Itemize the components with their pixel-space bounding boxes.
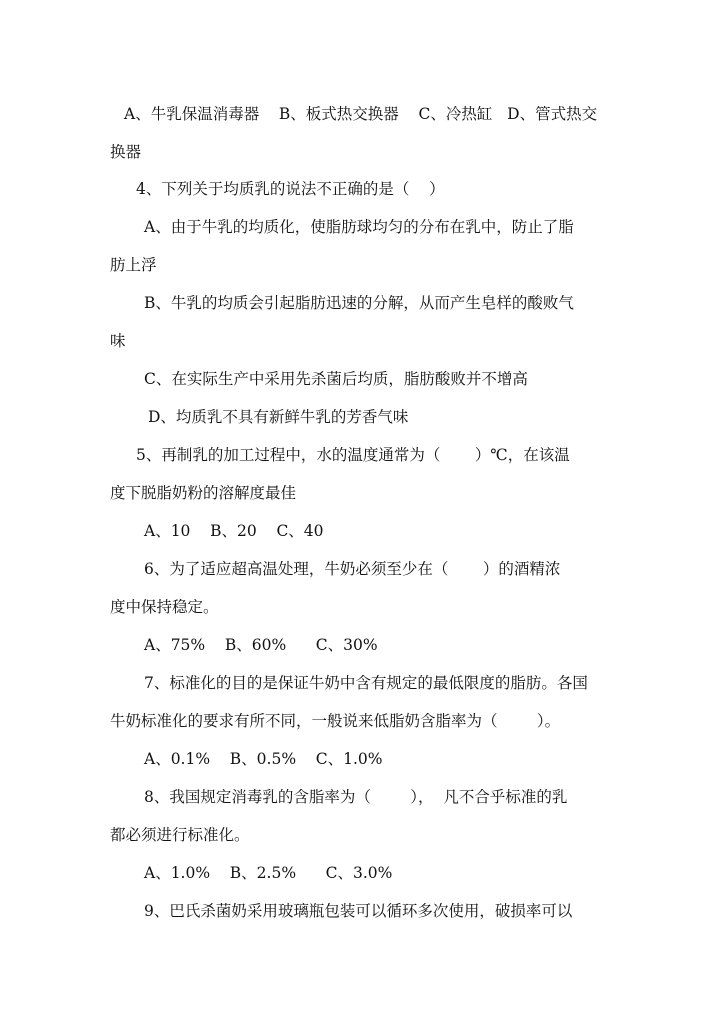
- q4-question: 4、下列关于均质乳的说法不正确的是（ ）: [136, 180, 445, 198]
- q3-options-continuation: 换器: [110, 143, 142, 161]
- q4-option-a-continuation: 肪上浮: [110, 256, 157, 274]
- q3-options-line: A、牛乳保温消毒器 B、板式热交换器 C、冷热缸 D、管式热交: [124, 105, 598, 123]
- q6-question: 6、为了适应超高温处理，牛奶必须至少在（ ）的酒精浓: [144, 560, 561, 578]
- q6-options: A、75% B、60% C、30%: [144, 636, 378, 654]
- q4-option-b-continuation: 味: [110, 332, 126, 350]
- q6-question-continuation: 度中保持稳定。: [110, 598, 219, 616]
- q7-question-continuation: 牛奶标准化的要求有所不同，一般说来低脂奶含脂率为（ ）。: [110, 712, 561, 730]
- q8-question-continuation: 都必须进行标准化。: [110, 826, 250, 844]
- q5-options: A、10 B、20 C、40: [144, 522, 324, 540]
- q4-option-d: D、均质乳不具有新鲜牛乳的芳香气味: [148, 408, 409, 426]
- q4-option-c: C、在实际生产中采用先杀菌后均质，脂肪酸败并不增高: [144, 370, 528, 388]
- q4-option-b: B、牛乳的均质会引起脂肪迅速的分解，从而产生皂样的酸败气: [144, 294, 574, 312]
- q7-question: 7、标准化的目的是保证牛奶中含有规定的最低限度的脂肪。各国: [144, 674, 588, 692]
- q4-option-a: A、由于牛乳的均质化，使脂肪球均匀的分布在乳中，防止了脂: [144, 218, 574, 236]
- q5-question-continuation: 度下脱脂奶粉的溶解度最佳: [110, 484, 297, 502]
- q7-options: A、0.1% B、0.5% C、1.0%: [144, 750, 383, 768]
- q5-question: 5、再制乳的加工过程中，水的温度通常为（ ）℃，在该温: [136, 446, 570, 464]
- q8-options: A、1.0% B、2.5% C、3.0%: [144, 864, 393, 882]
- q8-question: 8、我国规定消毒乳的含脂率为（ ）， 凡不合乎标准的乳: [144, 788, 568, 806]
- q9-question: 9、巴氏杀菌奶采用玻璃瓶包装可以循环多次使用，破损率可以: [144, 902, 573, 920]
